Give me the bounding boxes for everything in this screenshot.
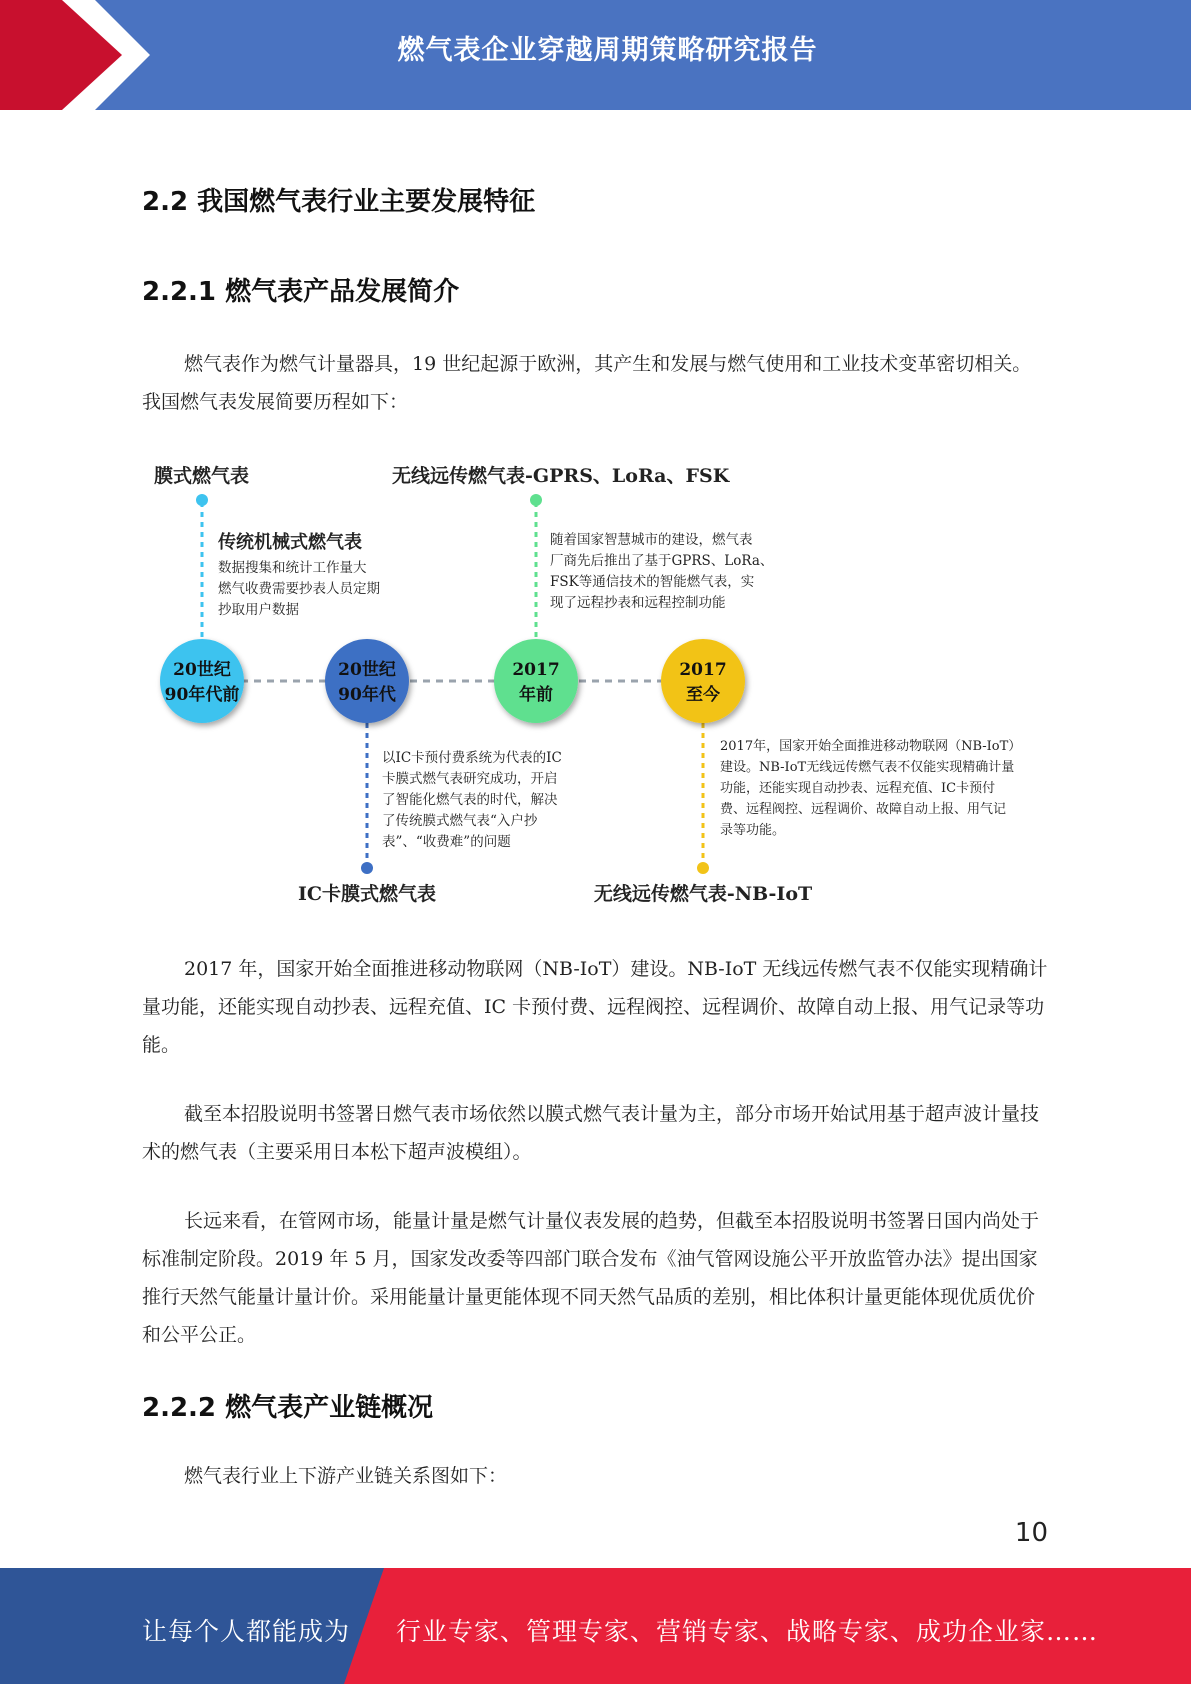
timeline-node-2 bbox=[325, 639, 409, 723]
timeline-desc-line: 费、远程阀控、远程调价、故障自动上报、用气记 bbox=[720, 802, 1007, 817]
timeline-desc-line: 卡膜式燃气表研究成功，开启 bbox=[382, 771, 558, 787]
body-paragraph: 长远来看，在管网市场，能量计量是燃气计量仪表发展的趋势，但截至本招股说明书签署日国内尚处于标准制定阶段。2019 年 5 月，国家发改委等四部门联合发布《油气管网设施公平开放监管办法》提出国家推行天然气能量计量计价。采用能量计量更能体现不同天然气品质的差别，相比体积计量更能体现优质优价和公平公正。 bbox=[142, 1210, 1040, 1346]
timeline-desc-line: 了传统膜式燃气表“入户抄 bbox=[382, 813, 538, 829]
timeline-dot bbox=[530, 494, 542, 506]
node-label: 至今 bbox=[686, 685, 720, 705]
subsection-heading-2: 2.2.2 燃气表产业链概况 bbox=[142, 1393, 434, 1423]
node-label: 90年代前 bbox=[164, 685, 240, 705]
timeline-dot bbox=[361, 862, 373, 874]
gas-meter-timeline-diagram bbox=[142, 450, 1052, 920]
timeline-node-1 bbox=[160, 639, 244, 723]
timeline-desc-line: 录等功能。 bbox=[720, 823, 786, 838]
timeline-desc-line: 了智能化燃气表的时代，解决 bbox=[382, 792, 558, 808]
timeline-title-gprs: 无线远传燃气表-GPRS、LoRa、FSK bbox=[392, 465, 730, 487]
body-paragraph: 2017 年，国家开始全面推进移动物联网（NB-IoT）建设。NB-IoT 无线远传燃气表不仅能实现精确计量功能，还能实现自动抄表、远程充值、IC 卡预付费、远程阀控、远程调价、故障自动上报、用气记录等功能。 bbox=[142, 958, 1048, 1056]
node-label: 20世纪 bbox=[338, 660, 396, 680]
footer-slogan-right: 行业专家、管理专家、营销专家、战略专家、成功企业家…… bbox=[396, 1617, 1099, 1646]
timeline-desc-line: 抄取用户数据 bbox=[218, 602, 299, 618]
page-header bbox=[0, 0, 1191, 110]
timeline-title-nb-iot: 无线远传燃气表-NB-IoT bbox=[593, 883, 813, 905]
node-label: 2017 bbox=[679, 660, 727, 680]
timeline-desc-line: 表”、“收费难”的问题 bbox=[382, 834, 511, 850]
timeline-dot bbox=[697, 862, 709, 874]
timeline-title-membrane: 膜式燃气表 bbox=[154, 465, 250, 487]
timeline-desc-line: 以IC卡预付费系统为代表的IC bbox=[382, 750, 562, 766]
timeline-node-4 bbox=[661, 639, 745, 723]
timeline-desc-line: 数据搜集和统计工作量大 bbox=[218, 560, 367, 576]
node-label: 20世纪 bbox=[173, 660, 231, 680]
timeline-desc-line: 功能，还能实现自动抄表、远程充值、IC卡预付 bbox=[720, 781, 996, 796]
timeline-title-ic-card: IC卡膜式燃气表 bbox=[297, 883, 437, 905]
timeline-subtitle-mechanical: 传统机械式燃气表 bbox=[218, 532, 362, 553]
node-label: 年前 bbox=[519, 685, 553, 705]
timeline-dot bbox=[196, 494, 208, 506]
body-paragraph: 截至本招股说明书签署日燃气表市场依然以膜式燃气表计量为主，部分市场开始试用基于超声波计量技术的燃气表（主要采用日本松下超声波模组）。 bbox=[142, 1103, 1040, 1163]
timeline-node-3 bbox=[494, 639, 578, 723]
node-label: 2017 bbox=[512, 660, 560, 680]
chain-intro-paragraph: 燃气表行业上下游产业链关系图如下： bbox=[184, 1465, 508, 1487]
timeline-desc-line: 燃气收费需要抄表人员定期 bbox=[218, 581, 380, 597]
timeline-desc-line: 随着国家智慧城市的建设，燃气表 bbox=[550, 532, 753, 548]
timeline-desc-line: FSK等通信技术的智能燃气表，实 bbox=[550, 574, 755, 590]
subsection-heading-1: 2.2.1 燃气表产品发展简介 bbox=[142, 277, 460, 307]
timeline-desc-line: 厂商先后推出了基于GPRS、LoRa、 bbox=[550, 553, 774, 569]
page-number: 10 bbox=[1014, 1518, 1048, 1548]
node-label: 90年代 bbox=[338, 685, 396, 705]
header-title: 燃气表企业穿越周期策略研究报告 bbox=[397, 35, 818, 66]
section-heading: 2.2 我国燃气表行业主要发展特征 bbox=[142, 187, 536, 217]
timeline-desc-line: 建设。NB-IoT无线远传燃气表不仅能实现精确计量 bbox=[720, 760, 1015, 775]
timeline-desc-line: 2017年，国家开始全面推进移动物联网（NB-IoT） bbox=[720, 739, 1022, 754]
footer-slogan-left: 让每个人都能成为 bbox=[142, 1617, 351, 1646]
timeline-desc-line: 现了远程抄表和远程控制功能 bbox=[550, 595, 726, 611]
intro-paragraph: 燃气表作为燃气计量器具，19 世纪起源于欧洲，其产生和发展与燃气使用和工业技术变革密切相关。我国燃气表发展简要历程如下： bbox=[142, 353, 1032, 413]
